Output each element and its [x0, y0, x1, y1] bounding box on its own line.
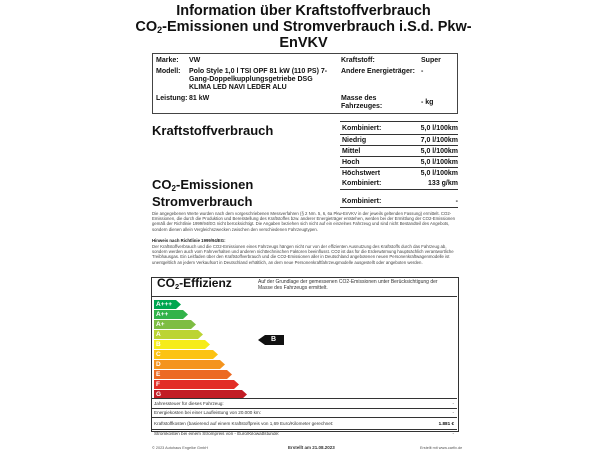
co2-combined-value: 133 g/km: [428, 180, 458, 187]
consumption-label: Mittel: [342, 148, 361, 155]
cost-row: [154, 421, 456, 427]
efficiency-title: [157, 276, 232, 290]
cost-label: Kraftstoffkosten (basierend auf einem Kraftstoffpreis von 1,69 Euro/Kilometer gerechnet:: [154, 421, 334, 426]
modell-value-3: KLIMA LED NAVI LEDER ALU: [189, 84, 287, 91]
cost-row: [154, 410, 456, 416]
marke-label: Marke:: [156, 57, 179, 64]
consumption-label: Hoch: [342, 159, 360, 166]
efficiency-class-label: C: [156, 351, 161, 358]
disclaimer-hinweis: Der Kraftstoffverbrauch und die CO2-Emissionen eines Fahrzeugs hängen nicht nur von der effizienten Ausnutzung des Kraftstoffs durch das Fahrzeug ab, sondern werden auch vom Fahrverhalten und anderen nichttechnischen Faktoren beeinflusst. CO2 ist das für die Erderwärmung hauptsächlich verantwortliche Treibhausgas. Ein Leitfaden über den Kraftstoffverbrauch und die CO2-Emissionen aller in Deutschland angebotenen neuen Personenkraftwagenmodelle ist unentgeltlich an jedem Verkaufsort in Deutschland erhältlich, an dem neue Personenkraftfahrzeugmodelle ausgestellt oder angeboten werden.: [152, 244, 454, 265]
section-kraftstoffverbrauch: Kraftstoffverbrauch: [152, 123, 274, 138]
strom-combined-label: Kombiniert:: [342, 198, 382, 205]
efficiency-class-label: F: [156, 381, 160, 388]
divider: [152, 429, 457, 430]
cost-label: Energiekosten bei einer Laufleistung von 20.000 km:: [154, 410, 262, 415]
eff-rest: -Effizienz: [179, 276, 232, 290]
co2-rest: -Emissionen: [175, 177, 254, 192]
efficiency-class-bar: [154, 330, 203, 339]
title-co: CO: [135, 19, 158, 35]
efficiency-class-label: A+++: [156, 301, 173, 308]
efficiency-class-bar: [154, 350, 218, 359]
efficiency-class-bar: [154, 340, 210, 349]
cost-row: [154, 431, 456, 437]
divider: [340, 167, 458, 168]
divider: [152, 408, 457, 409]
divider: [152, 417, 457, 418]
efficiency-class-bar: [154, 370, 232, 379]
vehicle-info-box: [152, 53, 458, 114]
modell-value-1: Polo Style 1,0 l TSI OPF 81 kW (110 PS) 7-: [189, 68, 328, 75]
efficiency-class-label: A++: [156, 311, 169, 318]
masse-label-2: Fahrzeuges:: [341, 103, 383, 110]
section-co2-emissionen: [152, 178, 253, 192]
leistung-label: Leistung:: [156, 95, 188, 102]
footer-copyright: © 2023 Autohaus Engelke GmbH: [152, 446, 208, 450]
eff-co: CO: [157, 276, 175, 290]
efficiency-class-label: E: [156, 371, 161, 378]
cost-label: Jahressteuer für dieses Fahrzeug:: [154, 401, 224, 406]
leistung-value: 81 kW: [189, 95, 210, 102]
efficiency-class-bar: [154, 380, 239, 389]
energietraeger-value: -: [421, 68, 424, 75]
consumption-value: 7,0 l/100km: [420, 137, 458, 144]
divider: [340, 134, 458, 135]
efficiency-class-bar: [154, 300, 181, 309]
cost-value: -: [452, 401, 454, 406]
efficiency-class-label: A+: [156, 321, 165, 328]
efficiency-class-label: A: [156, 331, 161, 338]
cost-value: -: [452, 410, 454, 415]
page-title-line-1: Information über Kraftstoffverbrauch: [176, 3, 431, 19]
consumption-value: 5,0 l/100km: [420, 159, 458, 166]
eff-co-subscript: 2: [175, 281, 180, 291]
efficiency-class-label: G: [156, 391, 162, 398]
current-class-indicator: [258, 335, 284, 345]
divider: [152, 398, 457, 399]
divider: [152, 296, 457, 297]
kraftstoff-value: Super: [421, 57, 441, 64]
modell-value-2: Gang-Doppelkupplungsgetriebe DSG: [189, 76, 313, 83]
divider: [340, 156, 458, 157]
efficiency-class-bar: [154, 320, 196, 329]
consumption-value: 5,0 l/100km: [420, 170, 458, 177]
efficiency-class-bar: [154, 310, 188, 319]
divider: [340, 145, 458, 146]
masse-value: - kg: [421, 99, 434, 106]
cost-value: -: [452, 431, 454, 436]
co2-combined-label: Kombiniert:: [342, 180, 382, 187]
consumption-value: 5,0 l/100km: [420, 125, 458, 132]
disclaimer-messverfahren: Die angegebenen Werte wurden nach dem vorgeschriebenen Messverfahren (§ 2 Nrn. 5, 6, 6a Pkw-EnVKV in der jeweils geltenden Fassung) ermittelt. CO2-Emissionen, die durch die Produktion und Bereitstellung des Kraftstoffes bzw. anderer Energieträger entstehen, werden bei der Ermittlung der CO2-Emissionen gemäß der Richtlinie 1999/94/EG nicht berücksichtigt. Die Angaben beziehen sich nicht auf ein einzelnes Fahrzeug und sind nicht Bestandteil des Angebots, sondern dienen allein Vergleichszwecken zwischen den verschiedenen Fahrzeugtypen.: [152, 211, 456, 232]
masse-label-1: Masse des: [341, 95, 377, 102]
efficiency-class-label: D: [156, 361, 161, 368]
page-title-line-2: [0, 19, 607, 35]
kraftstoff-label: Kraftstoff:: [341, 57, 375, 64]
efficiency-class-bar: [154, 360, 225, 369]
hinweis-title: Hinweis nach Richtlinie 1999/94/EG:: [152, 238, 226, 243]
footer-created-date: Erstellt am 21.08.2023: [288, 445, 335, 450]
divider: [340, 189, 458, 190]
title-co-subscript: 2: [157, 25, 163, 36]
cost-label: Stromkosten bei einem Strompreis von - Euro/Kilowattstunde:: [154, 431, 280, 436]
consumption-label: Kombiniert:: [342, 125, 382, 132]
marke-value: VW: [189, 57, 201, 64]
divider: [340, 121, 458, 122]
divider: [340, 207, 458, 208]
strom-combined-value: -: [455, 198, 458, 205]
co2-text: CO: [152, 177, 172, 192]
current-class-label: B: [271, 336, 277, 343]
consumption-label: Höchstwert: [342, 170, 381, 177]
cost-value: 1.881 €: [438, 421, 454, 426]
footer-created-with: Erstellt mit www.carfix.de: [420, 446, 463, 450]
title-rest: -Emissionen und Stromverbrauch i.S.d. Pkw-: [162, 19, 472, 35]
modell-label: Modell:: [156, 68, 181, 75]
consumption-label: Niedrig: [342, 137, 367, 144]
co2-subscript: 2: [171, 184, 176, 193]
page-title-line-3: EnVKV: [279, 35, 328, 51]
consumption-value: 5,0 l/100km: [420, 148, 458, 155]
energietraeger-label: Andere Energieträger:: [341, 68, 415, 75]
efficiency-note: Auf der Grundlage der gemessenen CO2-Emissionen unter Berücksichtigung der Masse des Fahrzeugs ermittelt.: [258, 279, 438, 291]
cost-row: [154, 401, 456, 407]
section-stromverbrauch: Stromverbrauch: [152, 194, 253, 209]
efficiency-class-label: B: [156, 341, 161, 348]
